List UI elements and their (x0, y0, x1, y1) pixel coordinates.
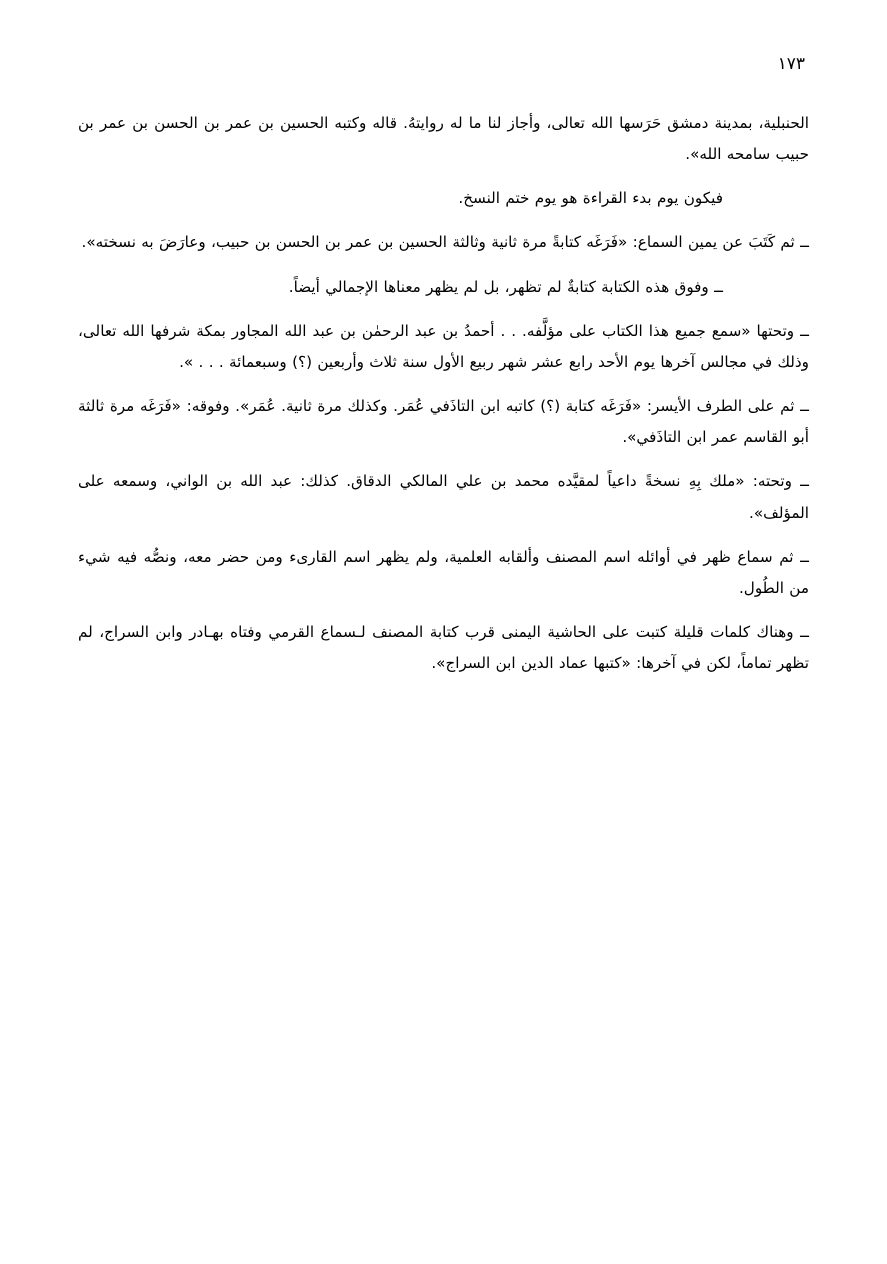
page-body (78, 108, 809, 679)
paragraph: ــ ثم كَتَبَ عن يمين السماع: «فَرَغَه كتابةً مرة ثانية وثالثة الحسين بن عمر بن الحسن بن حبيب، وعارَضَ به نسخته». (81, 233, 809, 252)
paragraph: ــ وفوق هذه الكتابة كتابةٌ لم تظهر، بل لم يظهر معناها الإجمالي أيضاً. (288, 277, 723, 296)
paragraph: الحنبلية، بمدينة دمشق حَرَسها الله تعالى، وأجاز لنا ما له روايتهُ. قاله وكتبه الحسين بن عمر بن الحسن بن عمر بن حبيب سامحه الله». (78, 114, 809, 164)
paragraph: ــ ثم سماع ظهر في أوائله اسم المصنف وألقابه العلمية، ولم يظهر اسم القارىء ومن حضر معه، ونصُّه فيه شيء من الطُول. (78, 547, 809, 597)
paragraph: ــ وتحتها «سمع جميع هذا الكتاب على مؤلَّفه. . . أحمدُ بن عبد الرحمٰن بن عبد الله المجاور بمكة شرفها الله تعالى، وذلك في مجالس آخرها يوم الأحد رابع عشر شهر ربيع الأول سنة ثلاث وأربعين (؟) وسبعمائة . . . ». (78, 321, 809, 371)
page-number: ١٧٣ (777, 54, 805, 74)
paragraph: ــ وتحته: «ملك بِهِ نسخةً داعياً لمقيَّده محمد بن علي المالكي الدقاق. كذلك: عبد الله بن الواني، وسمعه على المؤلف». (78, 472, 809, 522)
paragraph: ــ وهناك كلمات قليلة كتبت على الحاشية اليمنى قرب كتابة المصنف لـسماع القرمي وفتاه بهـادر وابن السراج، لم تظهر تماماً، لكن في آخرها: «كتبها عماد الدين ابن السراج». (78, 623, 809, 673)
paragraph: فيكون يوم بدء القراءة هو يوم ختم النسخ. (458, 189, 723, 208)
paragraph: ــ ثم على الطرف الأيسر: «فَرَغَه كتابة (؟) كاتبه ابن التاذَفي عُمَر. وكذلك مرة ثانية. عُمَر». وفوقه: «فَرَغَه مرة ثالثة أبو القاسم عمر ابن التاذَفي». (78, 397, 809, 447)
